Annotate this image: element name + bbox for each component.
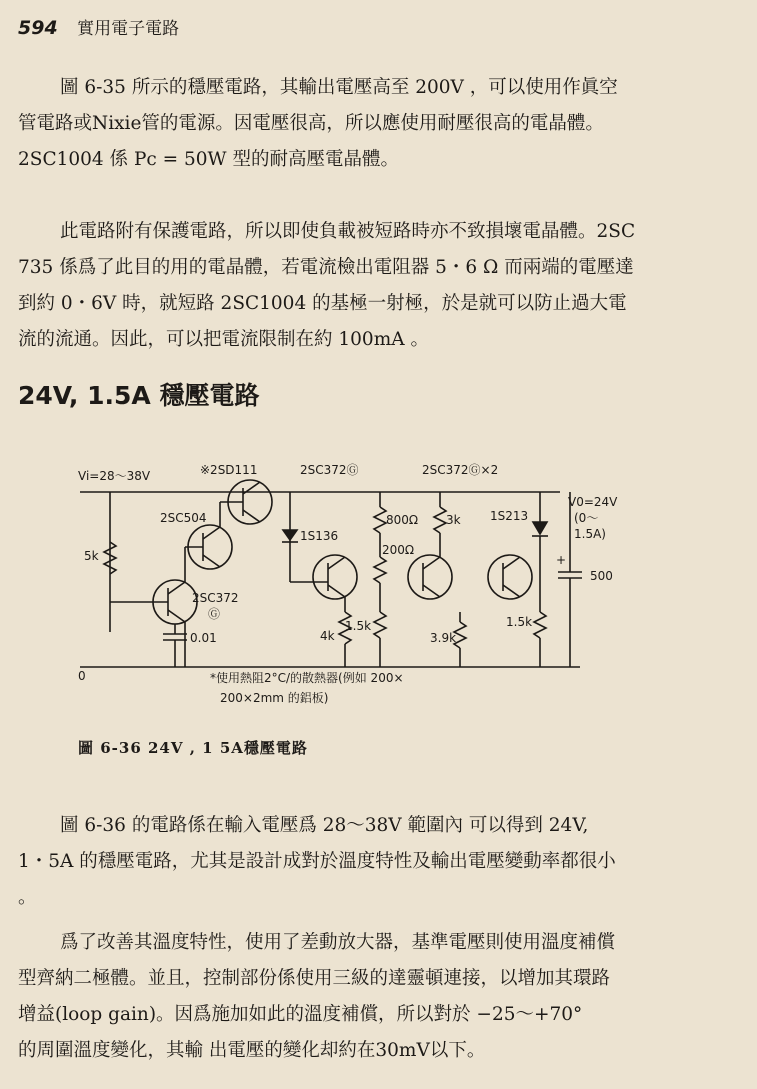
note-line-1: *使用熱阻2°C/的散熱器(例如 200× [210, 671, 404, 685]
q-mid-label: 2SC372Ⓖ [300, 463, 359, 477]
paragraph-line: 的周圍溫度變化，其輸 出電壓的變化却約在30mV以下。 [18, 1040, 486, 1061]
paragraph-line: 圖 6-35 所示的穩壓電路，其輸出電壓高至 200V ，可以使用作眞空 [60, 77, 618, 98]
c-001-label: 0.01 [190, 631, 217, 645]
vout-label: V0=24V [568, 495, 618, 509]
paragraph-line: 1・5A 的穩壓電路，尤其是設計成對於溫度特性及輸出電壓變動率都很小 [18, 851, 616, 872]
circuit-diagram [60, 462, 700, 712]
c-plus-label: + [556, 553, 567, 567]
vout-range-label: (0〜 [574, 511, 599, 525]
c-500-label: 500 [590, 569, 613, 583]
r-200-label: 200Ω [382, 543, 415, 557]
book-title: 實用電子電路 [77, 19, 180, 39]
q-low-g-label: Ⓖ [208, 607, 221, 621]
paragraph-line: 此電路附有保護電路，所以即使負載被短路時亦不致損壞電晶體。2SC [60, 221, 636, 242]
paragraph-line: 爲了改善其溫度特性，使用了差動放大器，基準電壓則使用溫度補償 [60, 932, 616, 953]
r-1-5k-b-label: 1.5k [506, 615, 533, 629]
d-1s213-label: 1S213 [490, 509, 529, 523]
r-800-label: 800Ω [386, 513, 419, 527]
r-1-5k-a-label: 1.5k [345, 619, 372, 633]
ground-label: 0 [78, 669, 86, 683]
r-5k-label: 5k [84, 549, 99, 563]
paragraph-4 [18, 925, 742, 1069]
r-4k-label: 4k [320, 629, 335, 643]
paragraph-line: 管電路或Nixie管的電源。因電壓很高，所以應使用耐壓很高的電晶體。 [18, 113, 604, 134]
vin-label: Vi=28〜38V [78, 469, 151, 483]
paragraph-line: 增益(loop gain)。因爲施加如此的溫度補償，所以對於 −25〜+70° [18, 1004, 583, 1025]
paragraph-line: 735 係爲了此目的用的電晶體，若電流檢出電阻器 5・6 Ω 而兩端的電壓達 [18, 257, 634, 278]
paragraph-line: 2SC1004 係 Pc = 50W 型的耐高壓電晶體。 [18, 149, 399, 170]
figure-caption: 圖 6-36 24V , 1 5A穩壓電路 [78, 739, 308, 757]
q-top-label: ※2SD111 [200, 463, 258, 477]
paragraph-line: 到約 0・6V 時，就短路 2SC1004 的基極一射極，於是就可以防止過大電 [18, 293, 627, 314]
r-3k-label: 3k [446, 513, 461, 527]
paragraph-2 [18, 214, 742, 358]
page-number: 594 [18, 17, 58, 39]
paragraph-line: 型齊納二極體。並且，控制部份係使用三級的達靈頓連接，以增加其環路 [18, 968, 611, 989]
r-3-9k-label: 3.9k [430, 631, 457, 645]
paragraph-line: 。 [18, 887, 37, 908]
vout-current-label: 1.5A) [574, 527, 606, 541]
paragraph-line: 圖 6-36 的電路係在輸入電壓爲 28〜38V 範圍內 可以得到 24V, [60, 815, 589, 836]
paragraph-line: 流的流通。因此，可以把電流限制在約 100mA 。 [18, 329, 429, 350]
d-1s136-label: 1S136 [300, 529, 339, 543]
paragraph-1 [18, 70, 742, 178]
paragraph-3 [18, 808, 742, 916]
note-line-2: 200×2mm 的鋁板) [220, 691, 329, 705]
q-right-label: 2SC372Ⓖ×2 [422, 463, 499, 477]
section-heading: 24V, 1.5A 穩壓電路 [18, 381, 260, 410]
circuit-figure [60, 462, 700, 712]
q-driver-label: 2SC504 [160, 511, 207, 525]
q-low-label: 2SC372 [192, 591, 239, 605]
page-header [18, 14, 179, 39]
